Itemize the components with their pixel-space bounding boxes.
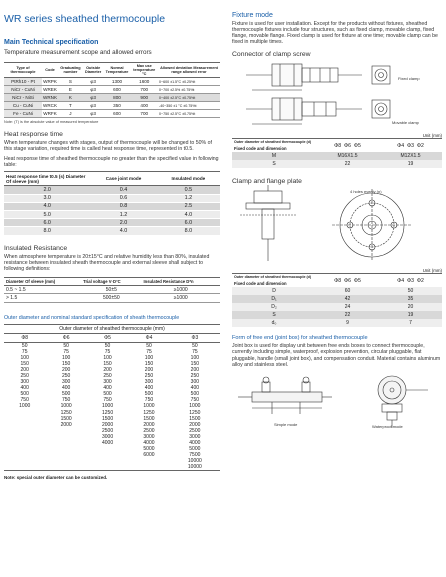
- list-item: 400: [190, 385, 200, 392]
- list-item: 1000: [60, 403, 72, 410]
- outer-col-3: Φ3: [170, 334, 220, 343]
- joint-box-figure: [232, 368, 442, 430]
- table-cell: M: [232, 152, 316, 160]
- list-item: 150: [190, 361, 200, 368]
- unit-label-1: Unit (mm): [422, 133, 442, 139]
- simple-mode-label: Simple mode: [274, 421, 298, 427]
- list-item: 50: [104, 343, 111, 350]
- list-item: 200: [144, 367, 154, 374]
- list-item: 75: [192, 349, 198, 356]
- table-row: [4, 110, 220, 118]
- table-cell: 500±50: [81, 294, 141, 303]
- table-cell: 800: [104, 94, 131, 102]
- table-row: [4, 78, 220, 86]
- table-row: [4, 102, 220, 110]
- table-row: [4, 202, 220, 210]
- list-item: 500: [20, 391, 29, 398]
- response-text: When temperature changes with stages, output of thermocouple will be changed to 50% of this stage variation, required time is called heat response time, represented in t0.5.: [4, 140, 212, 153]
- table-cell: D₁: [232, 295, 316, 303]
- outer-col-5: Φ5: [87, 334, 128, 343]
- table-cell: 0~750 ±2.5°C ±0.75%t: [158, 110, 220, 118]
- table-cell: 8.0: [4, 227, 90, 235]
- table-cell: 0.8: [90, 202, 156, 210]
- outer-col-8: Φ8: [4, 334, 45, 343]
- list-item: 500: [144, 391, 154, 398]
- table-cell: K: [58, 94, 83, 102]
- table-cell: 24: [316, 303, 379, 311]
- table-cell: S: [58, 78, 83, 86]
- table-row: [4, 285, 220, 294]
- fixture-heading: Fixture mode: [232, 12, 273, 19]
- insulated-heading: Insulated Resistance: [4, 244, 68, 252]
- table-cell: 6.0: [157, 219, 220, 227]
- list-item: 250: [103, 373, 112, 380]
- table-row: [232, 311, 442, 319]
- list-item: 750: [144, 397, 154, 404]
- list-item: 3000: [189, 433, 201, 440]
- table-cell: φ3: [83, 94, 104, 102]
- table-row: [232, 152, 442, 160]
- table-cell: WRNK: [43, 95, 58, 100]
- list-item: 150: [20, 361, 29, 368]
- table-cell: 2.0: [90, 219, 156, 227]
- table-cell: M16X1.5: [316, 152, 379, 160]
- list-item: 300: [103, 379, 112, 386]
- unit-label-2: Unit (mm): [422, 268, 442, 274]
- scope-col-normal: Normal Temperature: [104, 63, 131, 78]
- list-item: 4000: [143, 439, 155, 446]
- list-item: 3000: [143, 433, 155, 440]
- insulated-table: [4, 277, 220, 303]
- table-row: [4, 186, 220, 194]
- table-cell: J: [58, 110, 83, 118]
- table-cell: S: [232, 160, 316, 168]
- list-item: 50: [192, 343, 198, 350]
- list-item: 500: [103, 391, 112, 398]
- list-item: 75: [104, 349, 111, 356]
- list-item: 400: [103, 385, 112, 392]
- table-cell: E: [58, 86, 83, 94]
- table-cell: 400: [131, 102, 158, 110]
- table-column-cell: [45, 343, 86, 471]
- table-cell: d₀: [232, 319, 316, 327]
- response-heading: Heat response time: [4, 131, 63, 138]
- table-cell: 0.5 ~ 1.5: [4, 285, 81, 294]
- table-cell: 1600: [131, 78, 158, 86]
- table-row: [232, 295, 442, 303]
- table-cell: 60: [316, 287, 379, 295]
- table-cell: 4.0: [157, 210, 220, 218]
- table-cell: φ3: [83, 86, 104, 94]
- list-item: 1250: [189, 409, 201, 416]
- connector-heading: Connector of clamp screw: [232, 51, 311, 59]
- clamp-corner-bottom: Fixed code and dimension: [234, 146, 287, 152]
- list-item: 1000: [101, 403, 114, 410]
- flange-table: [232, 273, 442, 327]
- table-cell: PtRh10 - Pt: [4, 78, 42, 86]
- table-row: [4, 219, 220, 227]
- table-cell: 50: [379, 287, 442, 295]
- list-item: 5000: [189, 445, 201, 452]
- response-col-insulated: Insulated mode: [157, 172, 220, 186]
- list-item: 2000: [189, 421, 201, 428]
- table-cell: 50±5: [81, 285, 141, 294]
- table-cell: WRFK: [43, 111, 57, 116]
- flange-heading: Clamp and flange plate: [232, 178, 302, 186]
- list-item: 1500: [101, 415, 114, 422]
- table-cell: 0.6: [90, 194, 156, 202]
- joint-heading: Form of free end (joint box) for sheathed thermocouple: [232, 335, 368, 342]
- list-item: 250: [190, 373, 200, 380]
- list-item: 200: [103, 367, 112, 374]
- table-cell: 9: [316, 319, 379, 327]
- table-cell: φ3: [83, 110, 104, 118]
- list-item: 50: [21, 343, 28, 350]
- scope-col-type: Type of thermocouple: [4, 63, 42, 78]
- table-cell: 0~700 ±2.5% ±0.75%t: [158, 86, 220, 94]
- table-cell: 1300: [104, 78, 131, 86]
- list-item: 750: [103, 397, 112, 404]
- list-item: 1000: [19, 403, 31, 410]
- table-cell: 7: [379, 319, 442, 327]
- table-cell: 35: [379, 295, 442, 303]
- scope-heading: Temperature measurement scope and allowed errors: [4, 49, 152, 56]
- table-cell: ≥1000: [141, 285, 220, 294]
- table-cell: 0.5: [157, 186, 220, 194]
- table-cell: M12X1.5: [379, 152, 442, 160]
- table-cell: 42: [316, 295, 379, 303]
- list-item: 1500: [143, 415, 155, 422]
- outer-heading: Outer diameter and nominal standard specification of sheath thermocouple: [4, 314, 180, 321]
- list-item: 750: [20, 397, 29, 404]
- outer-note: Note: special outer diameter can be customized.: [4, 475, 108, 480]
- table-cell: 600: [104, 86, 131, 94]
- list-item: 200: [20, 367, 29, 374]
- list-item: 75: [21, 349, 28, 356]
- flange-figure: [232, 185, 442, 265]
- clamp-table: [232, 138, 442, 168]
- list-item: 2500: [101, 427, 114, 434]
- list-item: 7500: [189, 451, 201, 458]
- list-item: 1250: [60, 409, 72, 416]
- list-item: 500: [190, 391, 200, 398]
- list-item: 4000: [189, 439, 201, 446]
- table-column-cell: [87, 343, 128, 471]
- scope-col-diam: Outside Diameter: [83, 63, 104, 78]
- list-item: 300: [144, 379, 154, 386]
- list-item: 1500: [189, 415, 201, 422]
- table-cell: 6.0: [4, 219, 90, 227]
- outer-col-4: Φ4: [128, 334, 169, 343]
- list-item: 400: [144, 385, 154, 392]
- response-table: [4, 171, 220, 235]
- table-cell: 350: [104, 102, 131, 110]
- list-item: 300: [20, 379, 29, 386]
- table-cell: ≥1000: [141, 294, 220, 303]
- table-cell: 2.5: [157, 202, 220, 210]
- list-item: 500: [61, 391, 71, 398]
- flange-holes-label: 4 holes evenly (n): [350, 189, 382, 195]
- table-cell: φ3: [83, 102, 104, 110]
- joint-text: Joint box is used for display unit between free ends boxes to connect thermocouple, currently including simple, waterproof, explosion prevention, circular pluggable, flat pluggable, handle (small joint box), and compensation conduit. Material contains aluminum alloy and stainless steel.: [232, 343, 441, 368]
- table-cell: φ3: [83, 78, 104, 86]
- list-item: 1250: [143, 409, 155, 416]
- list-item: 750: [190, 397, 200, 404]
- outer-table: [4, 324, 220, 471]
- table-cell: 600: [104, 110, 131, 118]
- outer-col-6: Φ6: [45, 334, 86, 343]
- table-row: [4, 194, 220, 202]
- list-item: 150: [144, 361, 154, 368]
- clamp-col-b: Φ4 Φ3 Φ2: [379, 139, 442, 153]
- response-col-case: Case joint mode: [90, 172, 156, 186]
- list-item: 100: [103, 355, 112, 362]
- left-column: [4, 0, 220, 480]
- table-row: [232, 287, 442, 295]
- table-row: [232, 319, 442, 327]
- table-cell: 19: [379, 160, 442, 168]
- table-row: [4, 294, 220, 303]
- table-row: [4, 94, 220, 102]
- table-cell: D: [232, 287, 316, 295]
- list-item: 50: [63, 343, 69, 350]
- list-item: 2000: [101, 421, 114, 428]
- list-item: 2500: [189, 427, 201, 434]
- list-item: 4000: [101, 439, 114, 446]
- outer-caption: Outer diameter of sheathed thermocouple (mm): [4, 324, 220, 333]
- scope-note: Note: (T) is the absolute value of measured temperature: [4, 120, 99, 124]
- table-cell: 22: [316, 160, 379, 168]
- insulated-col-diam: Diameter Of sleeve (mm): [4, 277, 81, 285]
- table-cell: 700: [131, 110, 158, 118]
- flange-col-b: Φ4 Φ3 Φ2: [379, 274, 442, 288]
- table-cell: S: [232, 311, 316, 319]
- table-cell: 20: [379, 303, 442, 311]
- table-cell: 19: [379, 311, 442, 319]
- scope-col-max: Max use temperature °C: [131, 63, 158, 78]
- table-cell: > 1.5: [4, 294, 81, 303]
- table-cell: WREK: [43, 87, 57, 92]
- list-item: 200: [61, 367, 71, 374]
- table-cell: Fe - CuNi: [4, 110, 42, 118]
- list-item: 200: [190, 367, 200, 374]
- table-cell: 3.0: [4, 194, 90, 202]
- response-col-diam: Heat response time t0.5 (s) Diameter Of sleeve (mm): [4, 172, 90, 186]
- list-item: 100: [20, 355, 29, 362]
- table-cell: WRCK: [43, 103, 58, 108]
- table-cell: 8.0: [157, 227, 220, 235]
- list-item: 1500: [60, 415, 72, 422]
- list-item: 150: [103, 361, 112, 368]
- waterproof-mode-label: Waterproof mode: [372, 423, 403, 429]
- scope-col-code: Code: [42, 63, 58, 78]
- table-cell: WRPK: [43, 79, 57, 84]
- table-cell: 900: [131, 94, 158, 102]
- list-item: 50: [146, 343, 152, 350]
- list-item: 75: [146, 349, 152, 356]
- list-item: 300: [190, 379, 200, 386]
- scope-col-dev: Allowed deviation Measurement range allowed error: [158, 63, 220, 78]
- insulated-col-voltage: Trial voltage V·D°C: [81, 277, 141, 285]
- list-item: 250: [144, 373, 154, 380]
- table-cell: 5.0: [4, 210, 90, 218]
- list-item: 400: [20, 385, 29, 392]
- table-cell: 0.4: [90, 186, 156, 194]
- list-item: 10000: [187, 457, 202, 464]
- clamp-screw-figure: [232, 58, 442, 130]
- list-item: 300: [61, 379, 71, 386]
- list-item: 3000: [101, 433, 114, 440]
- table-cell: 700: [131, 86, 158, 94]
- table-cell: NiCr - NiSi: [4, 94, 42, 102]
- fixed-clamp-label: Fixed clamp: [398, 76, 420, 82]
- table-cell: T: [58, 102, 83, 110]
- list-item: 150: [61, 361, 71, 368]
- insulated-col-resistance: Insulated Resistance D*n: [141, 277, 220, 285]
- table-cell: 2.0: [4, 186, 90, 194]
- list-item: 2500: [143, 427, 155, 434]
- page-title: WR series sheathed thermocouple: [4, 13, 166, 25]
- table-row: [4, 86, 220, 94]
- list-item: 1250: [101, 409, 114, 416]
- list-item: 2000: [60, 421, 72, 428]
- table-column-cell: [4, 343, 45, 471]
- scope-table: [4, 62, 220, 118]
- table-cell: 22: [316, 311, 379, 319]
- list-item: 100: [144, 355, 154, 362]
- flange-col-a: Φ8 Φ6 Φ5: [316, 274, 379, 288]
- list-item: 100: [61, 355, 71, 362]
- list-item: 75: [63, 349, 69, 356]
- table-column-cell: [170, 343, 220, 471]
- table-cell: 4.0: [4, 202, 90, 210]
- table-row: [4, 210, 220, 218]
- table-cell: 1.2: [157, 194, 220, 202]
- response-text-2: Heat response time of sheathed thermocouple no greater than the specified value in following table:: [4, 156, 219, 169]
- list-item: 10000: [187, 463, 202, 470]
- clamp-corner-top: Outer diameter of sheathed thermocouple (d): [232, 139, 316, 146]
- list-item: 250: [61, 373, 71, 380]
- spec-heading: Main Technical specification: [4, 39, 99, 46]
- list-item: 400: [61, 385, 71, 392]
- table-cell: 0~600 ±1.5°C ±0.25%t: [158, 78, 220, 86]
- table-cell: 4.0: [90, 227, 156, 235]
- list-item: 2000: [143, 421, 155, 428]
- movable-clamp-label: Movable clamp: [392, 120, 419, 126]
- list-item: 100: [190, 355, 200, 362]
- table-row: [232, 303, 442, 311]
- list-item: 6000: [143, 451, 155, 458]
- list-item: 1000: [143, 403, 155, 410]
- list-item: 1000: [189, 403, 201, 410]
- table-row: [232, 160, 442, 168]
- right-column: [232, 0, 442, 430]
- table-cell: Cu - CuNi: [4, 102, 42, 110]
- table-cell: NiCr - CuNi: [4, 86, 42, 94]
- table-cell: 0~400 ±2.5°C ±0.75%t: [158, 94, 220, 102]
- clamp-col-a: Φ8 Φ6 Φ5: [316, 139, 379, 153]
- list-item: 250: [20, 373, 29, 380]
- fixture-text: Fixture is used for user installation. Except for the products without fixtures, sheathed thermocouple fixtures include four structures, such as fixed clamp, movable clamp, fixed flange, movable flange. Fixed clamp is used for fixture at one time; movable clamp can be fixed in multiple times.: [232, 21, 438, 46]
- table-cell: 1.2: [90, 210, 156, 218]
- table-cell: -40~350 ±1 °C ±0.75%t: [158, 102, 220, 110]
- scope-col-grad: Graduating number: [58, 63, 83, 78]
- insulated-text: When atmosphere temperature is 20±15°C and relative humidity less than 80%, insulated resistance between insulated sheath thermocouple and external sleeve shall subject to following definitions:: [4, 253, 210, 272]
- table-cell: D₂: [232, 303, 316, 311]
- list-item: 750: [61, 397, 71, 404]
- table-row: [4, 227, 220, 235]
- flange-corner-bottom: Fixed code and dimension: [234, 281, 287, 287]
- list-item: 5000: [143, 445, 155, 452]
- table-column-cell: [128, 343, 169, 471]
- flange-corner-top: Outer diameter of sheathed thermocouple (d): [232, 274, 316, 281]
